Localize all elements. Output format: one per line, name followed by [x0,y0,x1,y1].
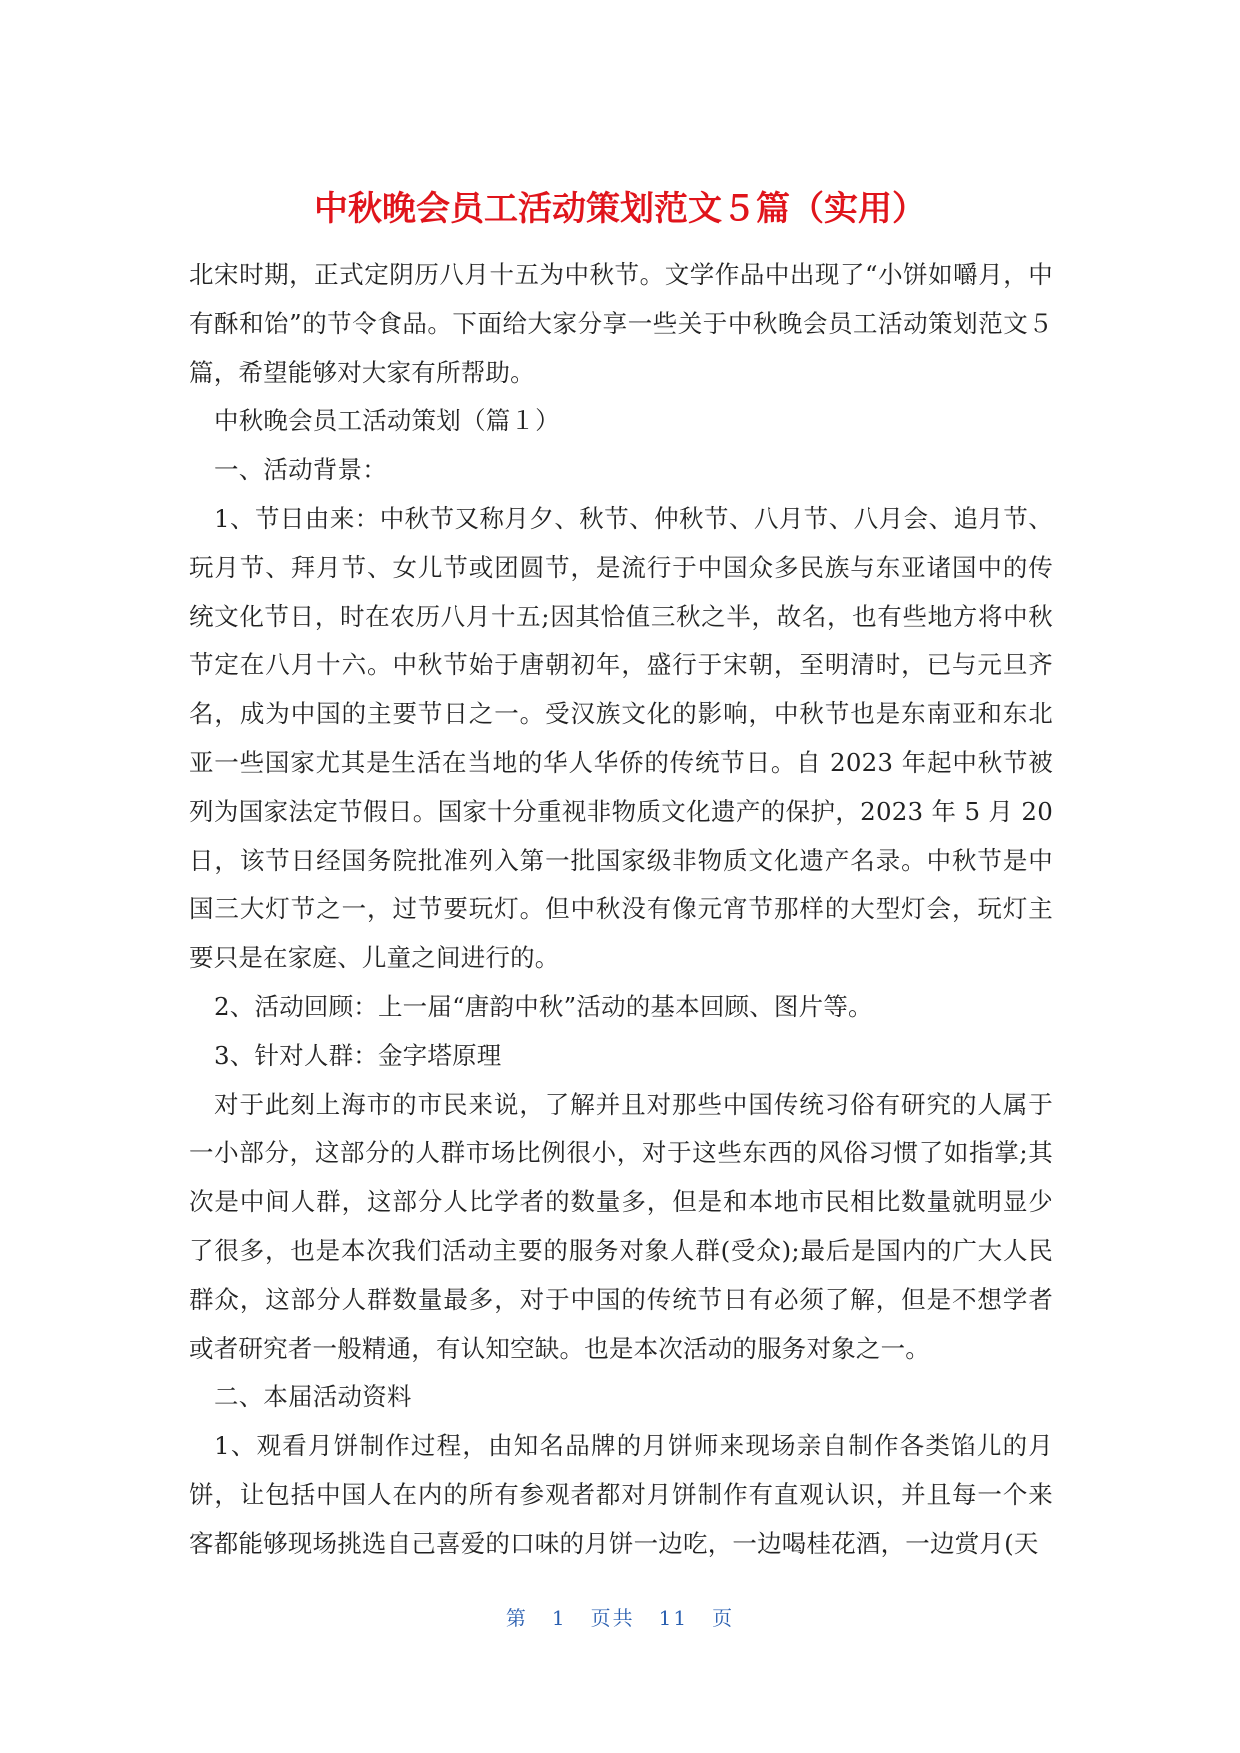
paragraph-audience-analysis: 对于此刻上海市的市民来说，了解并且对那些中国传统习俗有研究的人属于一小部分，这部分的人群市场比例很小，对于这些东西的风俗习惯了如指掌;其次是中间人群，这部分人比学者的数量多，但是和本地市民相比数量就明显少了很多，也是本次我们活动主要的服务对象人群(受众);最后是国内的广大人民群众，这部分人群数量最多，对于中国的传统节日有必须了解，但是不想学者或者研究者一般精通，有认知空缺。也是本次活动的服务对象之一。 [189,1089,1053,1363]
paragraph-target-audience: 3、针对人群：金字塔原理 [214,1040,502,1070]
footer-suffix: 页 [712,1606,735,1630]
document-title: 中秋晚会员工活动策划范文５篇（实用） [314,189,926,229]
section-heading-part-1: 中秋晚会员工活动策划（篇１） [214,406,560,436]
paragraph-festival-origin: 1、节日由来：中秋节又称月夕、秋节、仲秋节、八月节、八月会、追月节、玩月节、拜月节、女儿节或团圆节，是流行于中国众多民族与东亚诸国中的传统文化节日，时在农历八月十五;因其恰值三秋之半，故名，也有些地方将中秋节定在八月十六。中秋节始于唐朝初年，盛行于宋朝，至明清时，已与元旦齐名，成为中国的主要节日之一。受汉族文化的影响，中秋节也是东南亚和东北亚一些国家尤其是生活在当地的华人华侨的传统节日。自 2023 年起中秋节被列为国家法定节假日。国家十分重视非物质文化遗产的保护，2023 年 5 月 20 日，该节日经国务院批准列入第一批国家级非物质文化遗产名录。中秋节是中国三大灯节之一，过节要玩灯。但中秋没有像元宵节那样的大型灯会，玩灯主要只是在家庭、儿童之间进行的。 [189,503,1053,973]
intro-paragraph: 北宋时期，正式定阴历八月十五为中秋节。文学作品中出现了“小饼如嚼月，中有酥和饴”的节令食品。下面给大家分享一些关于中秋晚会员工活动策划范文５篇，希望能够对大家有所帮助。 [189,260,1053,387]
footer-total-pages: 11 [658,1606,689,1630]
paragraph-mooncake-making: 1、观看月饼制作过程，由知名品牌的月饼师来现场亲自制作各类馅儿的月饼，让包括中国人在内的所有参观者都对月饼制作有直观认识，并且每一个来客都能够现场挑选自己喜爱的口味的月饼一边吃，一边喝桂花酒，一边赏月(天 [189,1431,1053,1558]
paragraph-activity-review: 2、活动回顾：上一届“唐韵中秋”活动的基本回顾、图片等。 [214,991,873,1021]
footer-middle: 页共 [590,1606,635,1630]
heading-event-content: 二、本届活动资料 [214,1382,412,1412]
page-footer [0,1605,1240,1631]
footer-page-number: 1 [551,1606,567,1630]
document-body [189,251,1053,1569]
footer-prefix: 第 [505,1606,528,1630]
heading-activity-background: 一、活动背景： [214,455,387,485]
